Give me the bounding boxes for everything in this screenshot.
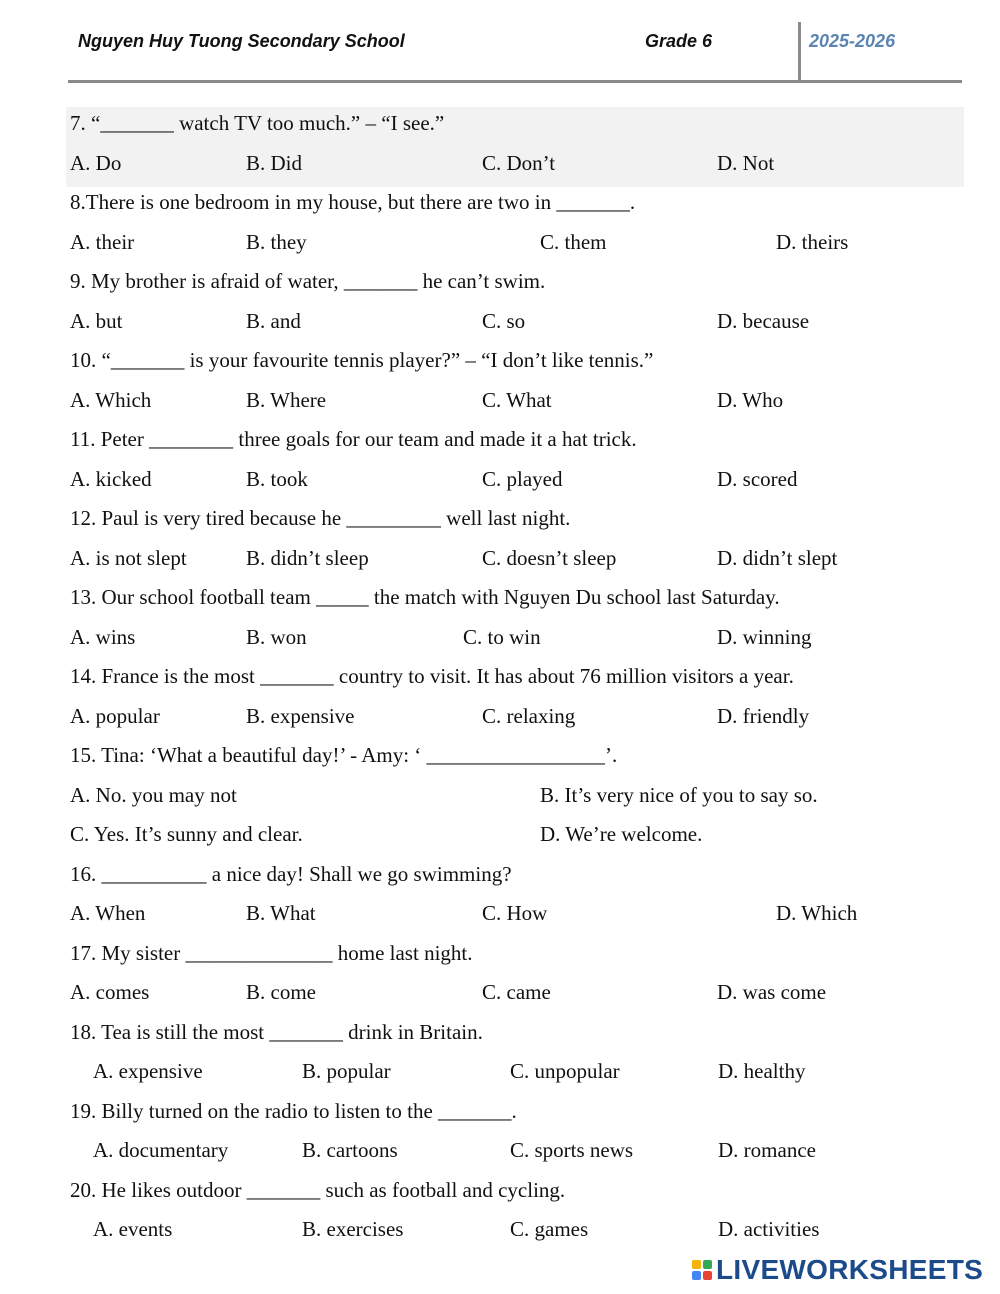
question-text: 18. Tea is still the most _______ drink in Britain. xyxy=(70,1019,483,1044)
answer-option-d: D. healthy xyxy=(718,1059,806,1083)
answer-option-c: C. How xyxy=(482,901,548,925)
answer-option-a: A. Do xyxy=(70,150,122,175)
answer-option-a: A. No. you may not xyxy=(70,782,237,807)
answer-option-d: D. Who xyxy=(717,387,784,412)
answer-option-d: D. scored xyxy=(717,466,798,491)
answer-option-a: A. comes xyxy=(70,980,150,1004)
answer-option-d: D. was come xyxy=(717,980,827,1004)
logo-square-1 xyxy=(692,1260,701,1269)
answer-option-b: B. It’s very nice of you to say so. xyxy=(540,782,818,807)
answer-option-b: B. won xyxy=(246,624,307,649)
answer-option-a: A. is not slept xyxy=(70,545,187,570)
answer-option-c: C. so xyxy=(482,308,526,333)
answer-option-b: B. expensive xyxy=(246,703,355,728)
question-text: 14. France is the most _______ country to visit. It has about 76 million visitors a year. xyxy=(70,664,794,688)
answer-option-b: B. they xyxy=(246,229,307,254)
answer-option-d: D. because xyxy=(717,308,810,333)
answer-option-d: D. winning xyxy=(717,624,812,649)
question-text: 17. My sister ______________ home last night. xyxy=(70,940,473,965)
header-divider xyxy=(68,80,962,83)
logo-square-4 xyxy=(703,1271,712,1280)
answer-option-d: D. friendly xyxy=(717,703,810,728)
grade-label: Grade 6 xyxy=(645,31,713,51)
answer-option-d: D. didn’t slept xyxy=(717,545,838,570)
answer-option-c: C. came xyxy=(482,980,551,1004)
question-text: 15. Tina: ‘What a beautiful day!’ - Amy: ‘ _________________’. xyxy=(70,743,618,767)
answer-option-a: A. events xyxy=(93,1217,173,1241)
answer-option-b: B. Did xyxy=(246,150,303,175)
answer-option-a: A. expensive xyxy=(93,1059,203,1083)
logo-icon xyxy=(692,1260,712,1280)
answer-option-b: B. cartoons xyxy=(302,1138,398,1162)
answer-option-a: A. their xyxy=(70,229,135,254)
answer-option-c: C. to win xyxy=(463,624,541,649)
answer-option-d: D. theirs xyxy=(776,229,849,254)
question-text: 11. Peter ________ three goals for our team and made it a hat trick. xyxy=(70,427,637,451)
answer-option-a: A. popular xyxy=(70,703,160,728)
question-text: 12. Paul is very tired because he _________ well last night. xyxy=(70,506,571,530)
answer-option-b: B. Where xyxy=(246,387,327,412)
answer-option-b: B. took xyxy=(246,466,308,491)
answer-option-c: C. unpopular xyxy=(510,1059,620,1083)
answer-option-a: A. but xyxy=(70,308,123,333)
answer-option-c: C. Don’t xyxy=(482,150,556,175)
question-text: 9. My brother is afraid of water, _______ he can’t swim. xyxy=(70,269,546,293)
answer-option-d: D. We’re welcome. xyxy=(540,822,703,846)
question-text: 13. Our school football team _____ the match with Nguyen Du school last Saturday. xyxy=(70,585,780,609)
question-text: 19. Billy turned on the radio to listen to the _______. xyxy=(70,1098,517,1123)
header-vertical-divider xyxy=(798,22,801,82)
school-year: 2025-2026 xyxy=(809,31,896,51)
answer-option-b: B. exercises xyxy=(302,1217,404,1241)
answer-option-b: B. and xyxy=(246,308,301,333)
answer-option-a: A. documentary xyxy=(93,1138,229,1162)
answer-option-c: C. them xyxy=(540,229,607,254)
answer-option-a: A. kicked xyxy=(70,466,152,491)
answer-option-c: C. played xyxy=(482,466,563,491)
question-text: 10. “_______ is your favourite tennis player?” – “I don’t like tennis.” xyxy=(70,348,654,372)
answer-option-c: C. sports news xyxy=(510,1138,634,1162)
answer-option-c: C. doesn’t sleep xyxy=(482,545,617,570)
answer-option-b: B. come xyxy=(246,980,316,1004)
logo-square-2 xyxy=(703,1260,712,1269)
answer-option-c: C. games xyxy=(510,1217,589,1241)
school-name: Nguyen Huy Tuong Secondary School xyxy=(78,31,405,51)
answer-option-c: C. What xyxy=(482,387,552,412)
answer-option-d: D. activities xyxy=(718,1217,820,1241)
answer-option-a: A. Which xyxy=(70,387,152,412)
answer-option-a: A. wins xyxy=(70,624,136,649)
question-text: 20. He likes outdoor _______ such as football and cycling. xyxy=(70,1177,566,1202)
answer-option-b: B. popular xyxy=(302,1059,391,1083)
question-text: 16. __________ a nice day! Shall we go swimming? xyxy=(70,861,512,886)
logo-text: LIVEWORKSHEETS xyxy=(716,1254,984,1285)
answer-option-c: C. relaxing xyxy=(482,703,576,728)
question-text: 7. “_______ watch TV too much.” – “I see.” xyxy=(70,111,445,135)
answer-option-b: B. What xyxy=(246,901,316,925)
logo-square-3 xyxy=(692,1271,701,1280)
answer-option-b: B. didn’t sleep xyxy=(246,545,369,570)
answer-option-d: D. Not xyxy=(717,150,775,175)
answer-option-c: C. Yes. It’s sunny and clear. xyxy=(70,822,303,846)
answer-option-a: A. When xyxy=(70,901,146,925)
question-text: 8.There is one bedroom in my house, but there are two in _______. xyxy=(70,190,636,214)
answer-option-d: D. romance xyxy=(718,1138,816,1162)
liveworksheets-logo xyxy=(692,1255,983,1285)
answer-option-d: D. Which xyxy=(776,901,858,925)
